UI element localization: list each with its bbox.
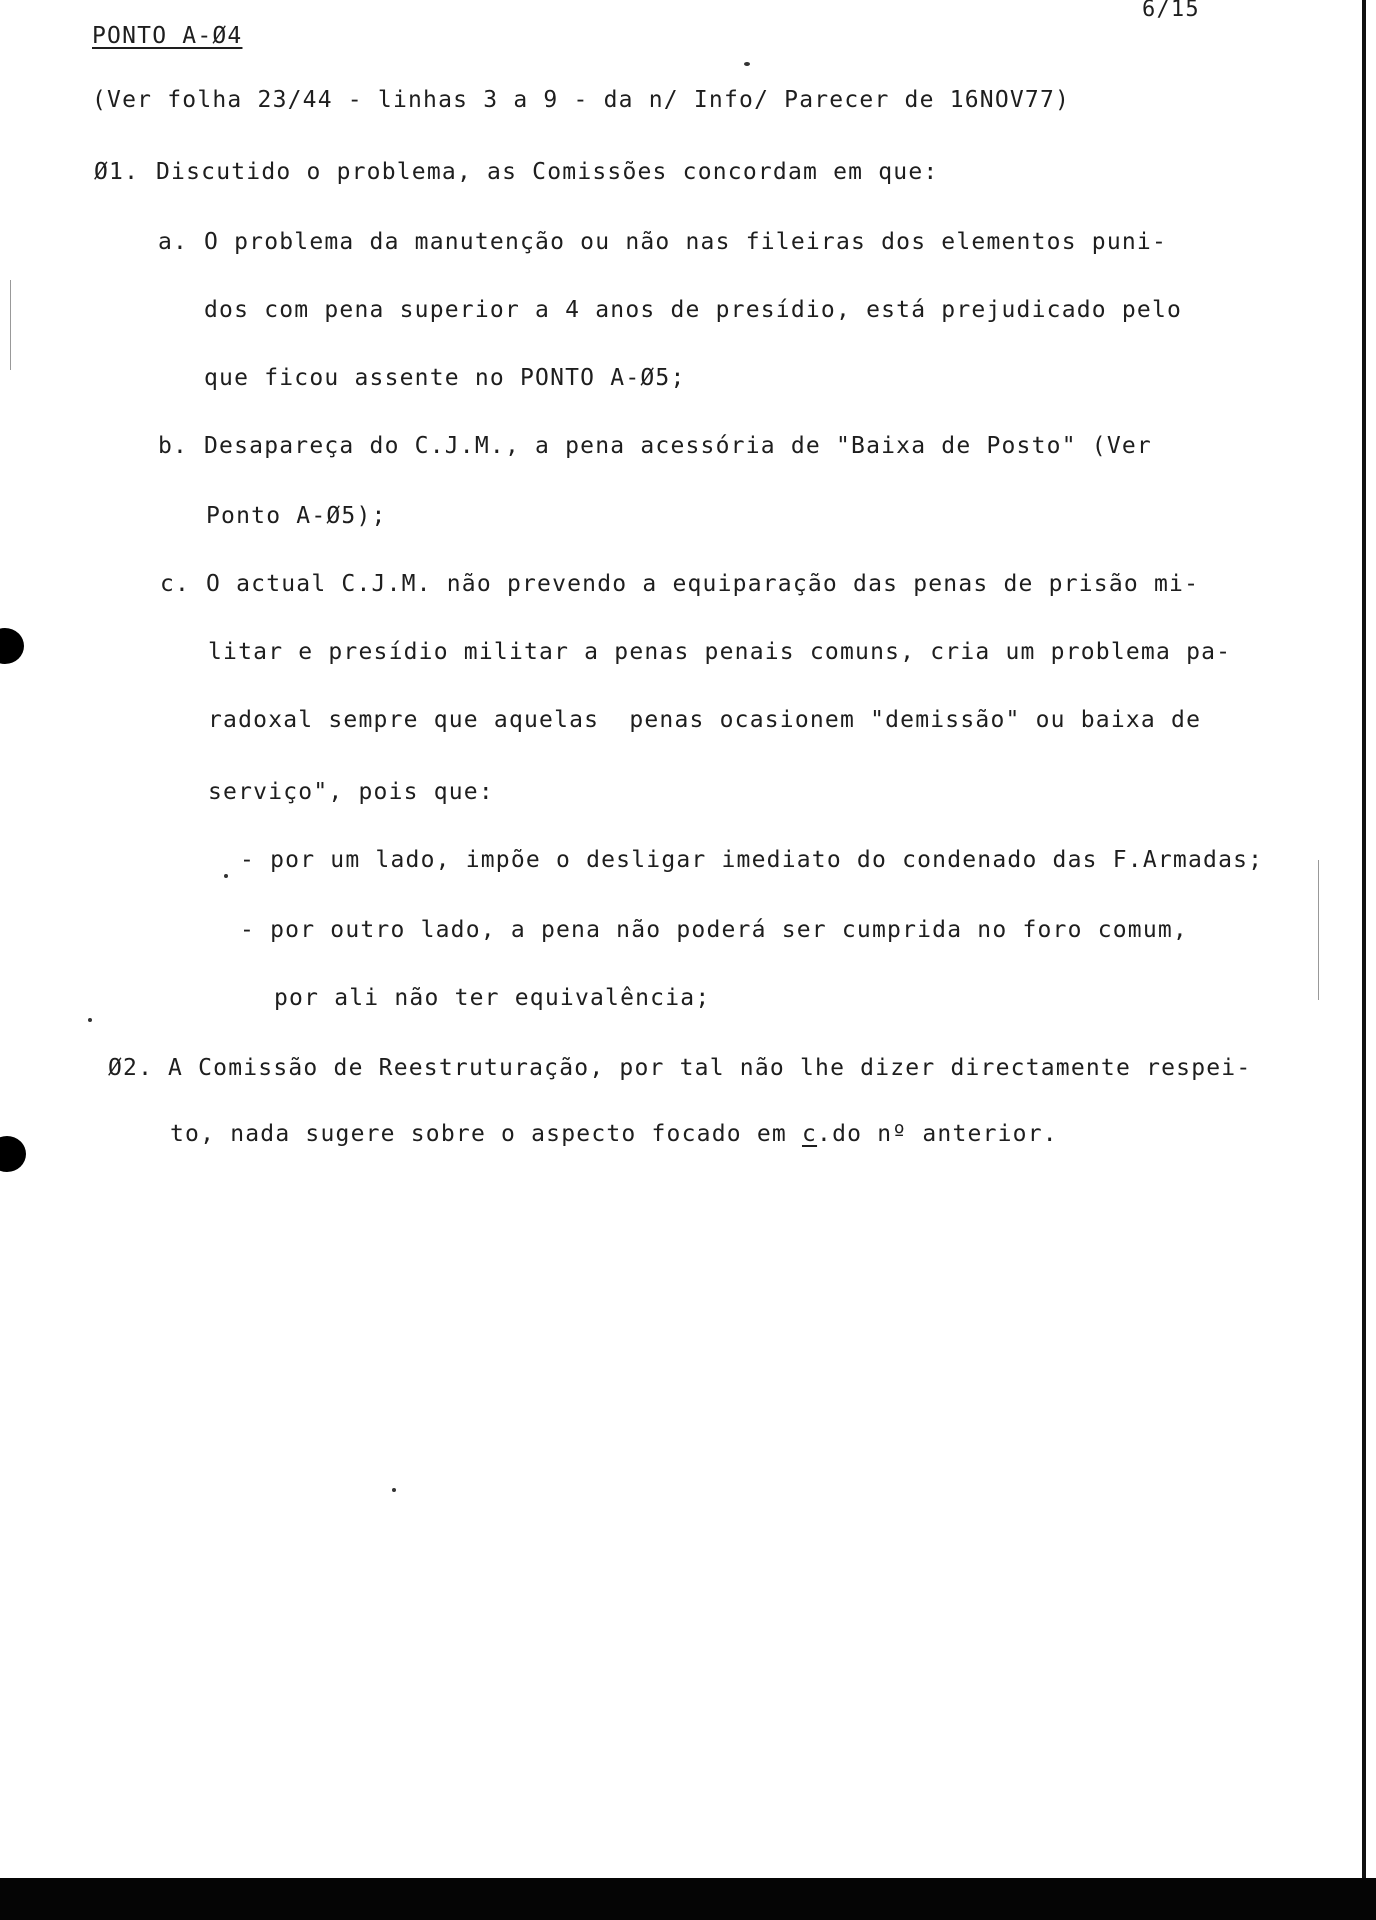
right-margin-mark bbox=[1318, 860, 1319, 1000]
item-02-number: Ø2. bbox=[108, 1055, 154, 1081]
item-02-line-2 bbox=[170, 1120, 1058, 1148]
page-number: 6/15 bbox=[1142, 0, 1200, 22]
item-01-b-line-1: Desapareça do C.J.M., a pena acessória de "Baixa de Posto" (Ver bbox=[204, 433, 1152, 459]
item-01-b-label: b. bbox=[158, 433, 189, 459]
section-heading: PONTO A-Ø4 bbox=[92, 23, 243, 49]
item-01-c-bullet-2-line-2: por ali não ter equivalência; bbox=[274, 985, 711, 1011]
item-02-line-2-text: to, nada sugere sobre o aspecto focado em bbox=[170, 1121, 802, 1147]
item-01-a-line-2: dos com pena superior a 4 anos de presídio, está prejudicado pelo bbox=[204, 297, 1183, 323]
item-01-c-line-1: O actual C.J.M. não prevendo a equiparação das penas de prisão mi- bbox=[206, 571, 1200, 597]
reference-line: (Ver folha 23/44 - linhas 3 a 9 - da n/ Info/ Parecer de 16NOV77) bbox=[92, 87, 1071, 113]
item-02-line-2-end: .do nº anterior. bbox=[817, 1121, 1058, 1147]
item-02-ref-c: c bbox=[801, 1121, 818, 1147]
speck bbox=[224, 874, 228, 878]
item-01-c-line-2: litar e presídio militar a penas penais comuns, cria um problema pa- bbox=[208, 639, 1232, 665]
punch-hole-bottom bbox=[0, 1136, 26, 1172]
item-01-c-line-4: serviço", pois que: bbox=[208, 779, 494, 805]
speck bbox=[392, 1488, 396, 1492]
right-edge-shadow bbox=[1362, 0, 1366, 1890]
item-02-line-1: A Comissão de Reestruturação, por tal não lhe dizer directamente respei- bbox=[168, 1055, 1252, 1081]
item-01-a-line-3: que ficou assente no PONTO A-Ø5; bbox=[204, 365, 686, 391]
speck bbox=[744, 62, 750, 66]
left-margin-mark bbox=[10, 280, 11, 370]
item-01-c-bullet-2-line-1: - por outro lado, a pena não poderá ser cumprida no foro comum, bbox=[240, 917, 1188, 943]
item-01-a-label: a. bbox=[158, 229, 189, 255]
item-01-number: Ø1. bbox=[94, 159, 140, 185]
item-01-intro: Discutido o problema, as Comissões concordam em que: bbox=[156, 159, 939, 185]
item-01-b-line-2: Ponto A-Ø5); bbox=[206, 503, 387, 529]
scan-bottom-edge bbox=[0, 1878, 1376, 1920]
speck bbox=[88, 1018, 92, 1022]
punch-hole-top bbox=[0, 628, 24, 664]
item-01-a-line-1: O problema da manutenção ou não nas fileiras dos elementos puni- bbox=[204, 229, 1168, 255]
item-01-c-line-3: radoxal sempre que aquelas penas ocasionem "demissão" ou baixa de bbox=[208, 707, 1202, 733]
item-01-c-label: c. bbox=[160, 571, 191, 597]
item-01-c-bullet-1: - por um lado, impõe o desligar imediato do condenado das F.Armadas; bbox=[240, 847, 1264, 873]
